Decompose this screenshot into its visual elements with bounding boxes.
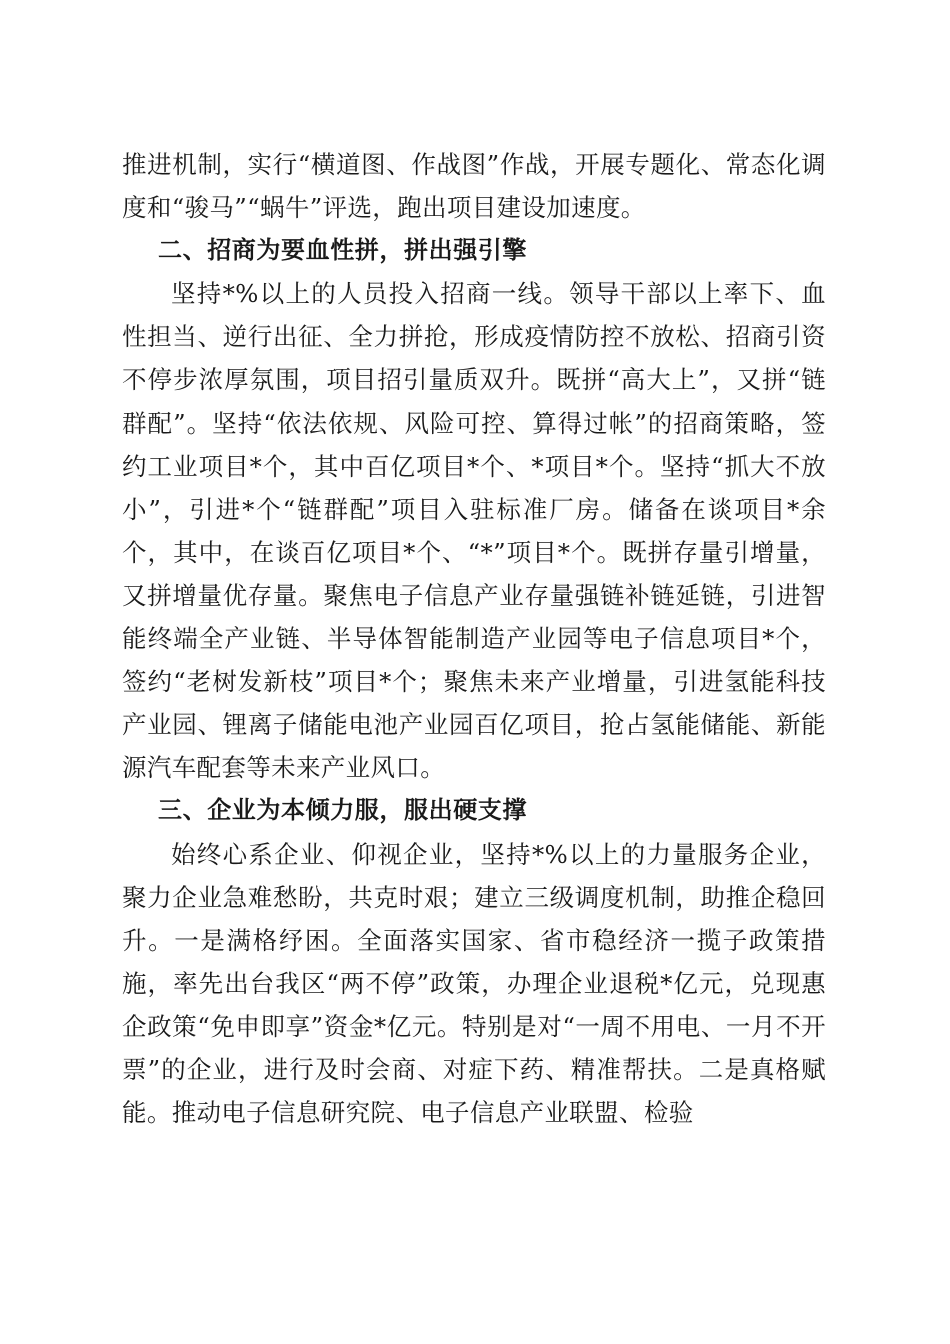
paragraph-continuation: 推进机制，实行“横道图、作战图”作战，开展专题化、常态化调度和“骏马”“蜗牛”评选，跑出项目建设加速度。: [122, 150, 826, 223]
section-heading-3: 三、企业为本倾力服，服出硬支撑: [158, 796, 527, 825]
section-heading-2: 二、招商为要血性拼，拼出强引擎: [158, 236, 527, 265]
document-body: [122, 143, 826, 1134]
paragraph-enterprise-service: 始终心系企业、仰视企业，坚持*%以上的力量服务企业，聚力企业急难愁盼，共克时艰；建立三级调度机制，助推企稳回升。一是满格纾困。全面落实国家、省市稳经济一揽子政策措施，率先出台我区“两不停”政策，办理企业退税*亿元，兑现惠企政策“免申即享”资金*亿元。特别是对“一周不用电、一月不开票”的企业，进行及时会商、对症下药、精准帮扶。二是真格赋能。推动电子信息研究院、电子信息产业联盟、检验: [122, 839, 826, 1128]
paragraph-investment: 坚持*%以上的人员投入招商一线。领导干部以上率下、血性担当、逆行出征、全力拼抢，形成疫情防控不放松、招商引资不停步浓厚氛围，项目招引量质双升。既拼“高大上”，又拼“链群配”。坚持“依法依规、风险可控、算得过帐”的招商策略，签约工业项目*个，其中百亿项目*个、*项目*个。坚持“抓大不放小”，引进*个“链群配”项目入驻标准厂房。储备在谈项目*余个，其中，在谈百亿项目*个、“*”项目*个。既拼存量引增量，又拼增量优存量。聚焦电子信息产业存量强链补链延链，引进智能终端全产业链、半导体智能制造产业园等电子信息项目*个，签约“老树发新枝”项目*个；聚焦未来产业增量，引进氢能科技产业园、锂离子储能电池产业园百亿项目，抢占氢能储能、新能源汽车配套等未来产业风口。: [122, 279, 826, 783]
